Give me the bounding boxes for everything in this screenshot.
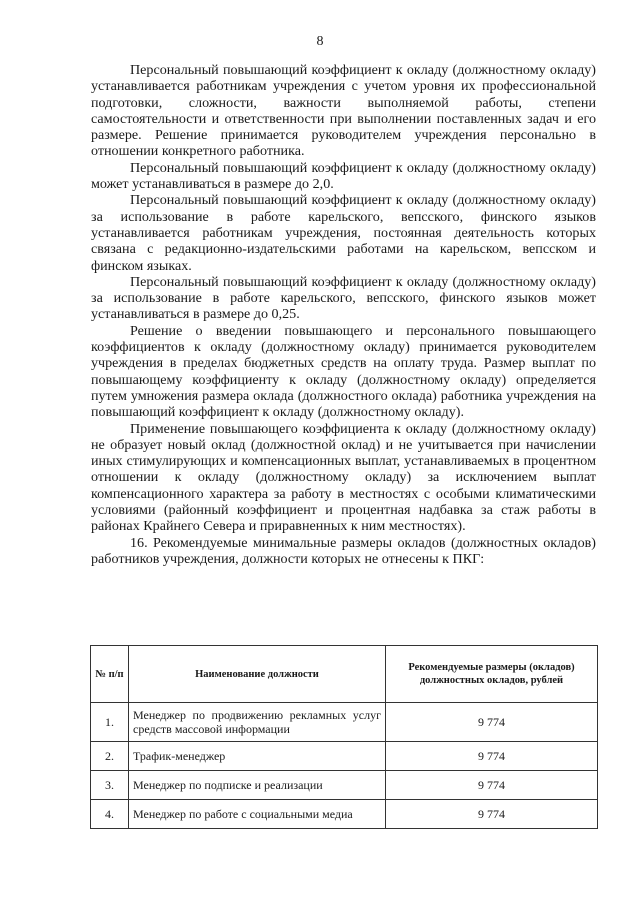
header-num: № п/п — [91, 646, 129, 703]
row-position-name: Менеджер по работе с социальными медиа — [129, 800, 386, 829]
table-row — [91, 742, 598, 771]
row-num: 2. — [91, 742, 129, 771]
body-text — [91, 62, 596, 567]
table-row — [91, 771, 598, 800]
row-num: 1. — [91, 703, 129, 742]
header-salary-amount: Рекомендуемые размеры (окладов) должностных окладов, рублей — [386, 646, 598, 703]
paragraph-coefficient-limit: Персональный повышающий коэффициент к окладу (должностному окладу) может устанавливаться в размере до 2,0. — [91, 159, 596, 193]
row-salary-amount: 9 774 — [386, 742, 598, 771]
paragraph-language-coefficient: Персональный повышающий коэффициент к окладу (должностному окладу) за использование в работе карельского, вепсского, финского языков устанавливается работникам учреждения, постоянная деятельность которых связана с редакционно-издательскими работами на карельском, вепсском и финском языках. — [91, 192, 596, 274]
row-num: 4. — [91, 800, 129, 829]
table-row — [91, 800, 598, 829]
paragraph-decision: Решение о введении повышающего и персонального повышающего коэффициентов к окладу (должностному окладу) принимается руководителем учреждения в пределах бюджетных средств на оплату труда. Размер выплат по повышающему коэффициенту к окладу (должностному окладу) определяется путем умножения размера оклада (должностного оклада) работника учреждения на повышающий коэффициент к окладу (должностному окладу). — [91, 322, 596, 421]
row-position-name: Менеджер по подписке и реализации — [129, 771, 386, 800]
paragraph-language-coefficient-limit: Персональный повышающий коэффициент к окладу (должностному окладу) за использование в работе карельского, вепсского, финского языков может устанавливаться в размере до 0,25. — [91, 273, 596, 323]
paragraph-application: Применение повышающего коэффициента к окладу (должностному окладу) не образует новый оклад (должностной оклад) и не учитывается при начислении иных стимулирующих и компенсационных выплат, устанавливаемых в процентном отношении к окладу (должностному окладу) за исключением выплат компенсационного характера за работу в местностях с особыми климатическими условиями (районный коэффициент и процентная надбавка за стаж работы в районах Крайнего Севера и приравненных к ним местностях). — [91, 420, 596, 535]
paragraph-section-16: 16. Рекомендуемые минимальные размеры окладов (должностных окладов) работников учреждения, должности которых не отнесены к ПКГ: — [91, 534, 596, 567]
row-position-name: Менеджер по продвижению рекламных услуг средств массовой информации — [129, 703, 386, 742]
row-salary-amount: 9 774 — [386, 771, 598, 800]
row-num: 3. — [91, 771, 129, 800]
row-salary-amount: 9 774 — [386, 800, 598, 829]
header-position-name: Наименование должности — [129, 646, 386, 703]
row-salary-amount: 9 774 — [386, 703, 598, 742]
salary-table — [90, 645, 598, 829]
paragraph-personal-coefficient: Персональный повышающий коэффициент к окладу (должностному окладу) устанавливается работникам учреждения с учетом уровня их профессиональной подготовки, сложности, важности выполняемой работы, степени самостоятельности и ответственности при выполнении поставленных задач и его размере. Решение принимается руководителем учреждения персонально в отношении конкретного работника. — [91, 62, 596, 160]
page-number: 8 — [316, 34, 324, 49]
table-header-row — [91, 646, 598, 703]
row-position-name: Трафик-менеджер — [129, 742, 386, 771]
table-row — [91, 703, 598, 742]
